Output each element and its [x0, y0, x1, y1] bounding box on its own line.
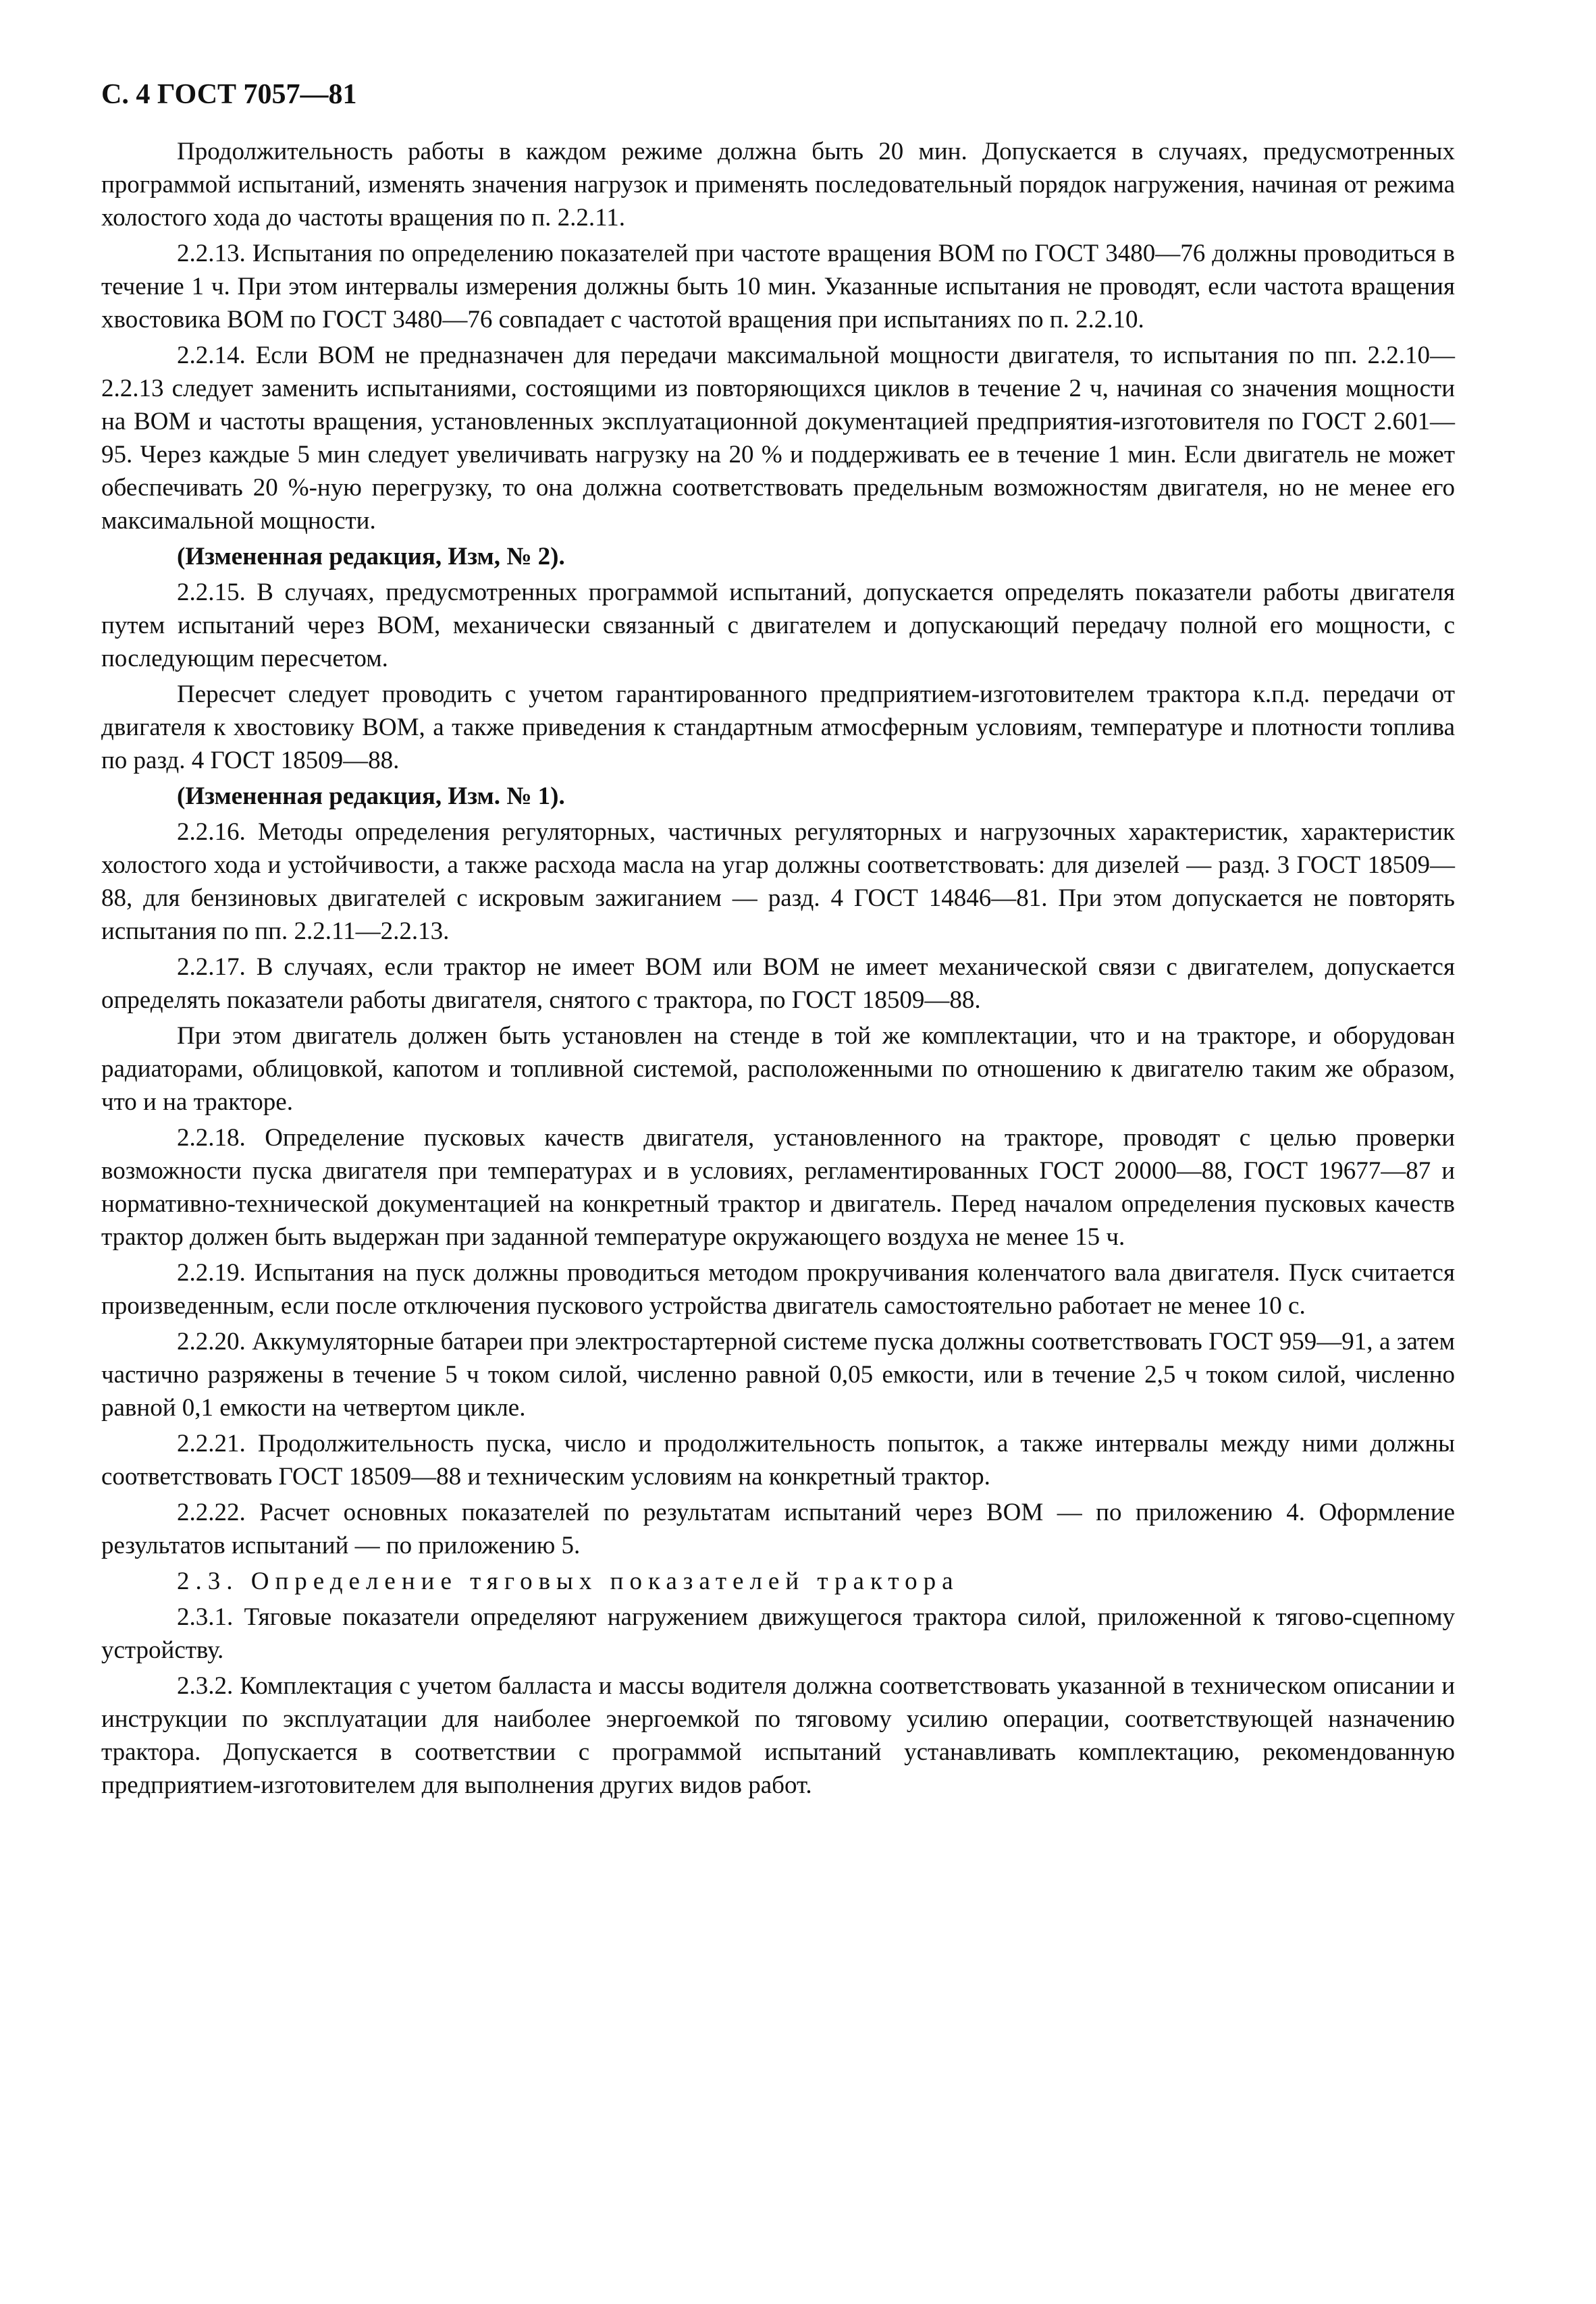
paragraph-2-3-1: 2.3.1. Тяговые показатели определяют нагружением движущегося трактора силой, приложенной к тягово-сцепному устройству. — [101, 1603, 1455, 1664]
paragraph-2-2-17: 2.2.17. В случаях, если трактор не имеет ВОМ или ВОМ не имеет механической связи с двигателем, допускается определять показатели работы двигателя, снятого с трактора, по ГОСТ 18509—88. — [101, 953, 1455, 1014]
paragraph-2-2-14: 2.2.14. Если ВОМ не предназначен для передачи максимальной мощности двигателя, то испытания по пп. 2.2.10—2.2.13 следует заменить испытаниями, состоящими из повторяющихся циклов в течение 2 ч, начиная со значения мощности на ВОМ и частоты вращения, установленных эксплуатационной документацией предприятия-изготовителя по ГОСТ 2.601—95. Через каждые 5 мин следует увеличивать нагрузку на 20 % и поддерживать ее в течение 1 мин. Если двигатель не может обеспечивать 20 %-ную перегрузку, то она должна соответствовать предельным возможностям двигателя, но не менее его максимальной мощности. — [101, 342, 1455, 535]
amendment-note-2: (Измененная редакция, Изм, № 2). — [177, 543, 565, 570]
paragraph-2-2-13: 2.2.13. Испытания по определению показателей при частоте вращения ВОМ по ГОСТ 3480—76 должны проводиться в течение 1 ч. При этом интервалы измерения должны быть 10 мин. Указанные испытания не проводят, если частота вращения хвостовика ВОМ по ГОСТ 3480—76 совпадает с частотой вращения при испытаниях по п. 2.2.10. — [101, 240, 1455, 333]
paragraph-duration: Продолжительность работы в каждом режиме должна быть 20 мин. Допускается в случаях, предусмотренных программой испытаний, изменять значения нагрузок и применять последовательный порядок нагружения, начиная от режима холостого хода до частоты вращения по п. 2.2.11. — [101, 138, 1455, 232]
paragraph-2-2-22: 2.2.22. Расчет основных показателей по результатам испытаний через ВОМ — по приложению 4. Оформление результатов испытаний — по приложению 5. — [101, 1499, 1455, 1559]
paragraph-recalculation: Пересчет следует проводить с учетом гарантированного предприятием-изготовителем трактора к.п.д. передачи от двигателя к хвостовику ВОМ, а также приведения к стандартным атмосферным условиям, температуре и плотности топлива по разд. 4 ГОСТ 18509—88. — [101, 680, 1455, 774]
paragraph-2-2-21: 2.2.21. Продолжительность пуска, число и продолжительность попыток, а также интервалы между ними должны соответствовать ГОСТ 18509—88 и техническим условиям на конкретный трактор. — [101, 1430, 1455, 1491]
amendment-note-1: (Измененная редакция, Изм. № 1). — [177, 782, 565, 810]
paragraph-2-2-19: 2.2.19. Испытания на пуск должны проводиться методом прокручивания коленчатого вала двигателя. Пуск считается произведенным, если после отключения пускового устройства двигатель самостоятельно работает не менее 10 с. — [101, 1259, 1455, 1320]
paragraph-stand-setup: При этом двигатель должен быть установлен на стенде в той же комплектации, что и на тракторе, и оборудован радиаторами, облицовкой, капотом и топливной системой, расположенными по отношению к двигателю таким же образом, что и на тракторе. — [101, 1022, 1455, 1116]
paragraph-2-2-15: 2.2.15. В случаях, предусмотренных программой испытаний, допускается определять показатели работы двигателя путем испытаний через ВОМ, механически связанный с двигателем и допускающий передачу полной его мощности, с последующим пересчетом. — [101, 579, 1455, 672]
paragraph-2-2-18: 2.2.18. Определение пусковых качеств двигателя, установленного на тракторе, проводят с целью проверки возможности пуска двигателя при температурах и в условиях, регламентированных ГОСТ 20000—88, ГОСТ 19677—87 и нормативно-технической документацией на конкретный трактор и двигатель. Перед началом определения пусковых качеств трактор должен быть выдержан при заданной температуре окружающего воздуха не менее 15 ч. — [101, 1124, 1455, 1251]
paragraph-2-2-16: 2.2.16. Методы определения регуляторных, частичных регуляторных и нагрузочных характеристик, характеристик холостого хода и устойчивости, а также расхода масла на угар должны соответствовать: для дизелей — разд. 3 ГОСТ 18509—88, для бензиновых двигателей с искровым зажиганием — разд. 4 ГОСТ 14846—81. При этом допускается не повторять испытания по пп. 2.2.11—2.2.13. — [101, 818, 1455, 945]
paragraph-2-2-20: 2.2.20. Аккумуляторные батареи при электростартерной системе пуска должны соответствовать ГОСТ 959—91, а затем частично разряжены в течение 5 ч током силой, численно равной 0,05 емкости, или в течение 2,5 ч током силой, численно равной 0,1 емкости на четвертом цикле. — [101, 1328, 1455, 1422]
section-heading-2-3: 2.3. Определение тяговых показателей трактора — [177, 1568, 959, 1595]
document-body — [101, 135, 1455, 1804]
paragraph-2-3-2: 2.3.2. Комплектация с учетом балласта и массы водителя должна соответствовать указанной в техническом описании и инструкции по эксплуатации для наиболее энергоемкой по тяговому усилию операции, соответствующей назначению трактора. Допускается в соответствии с программой испытаний устанавливать комплектацию, рекомендованную предприятием-изготовителем для выполнения других видов работ. — [101, 1672, 1455, 1799]
page-header: С. 4 ГОСТ 7057—81 — [101, 79, 357, 110]
